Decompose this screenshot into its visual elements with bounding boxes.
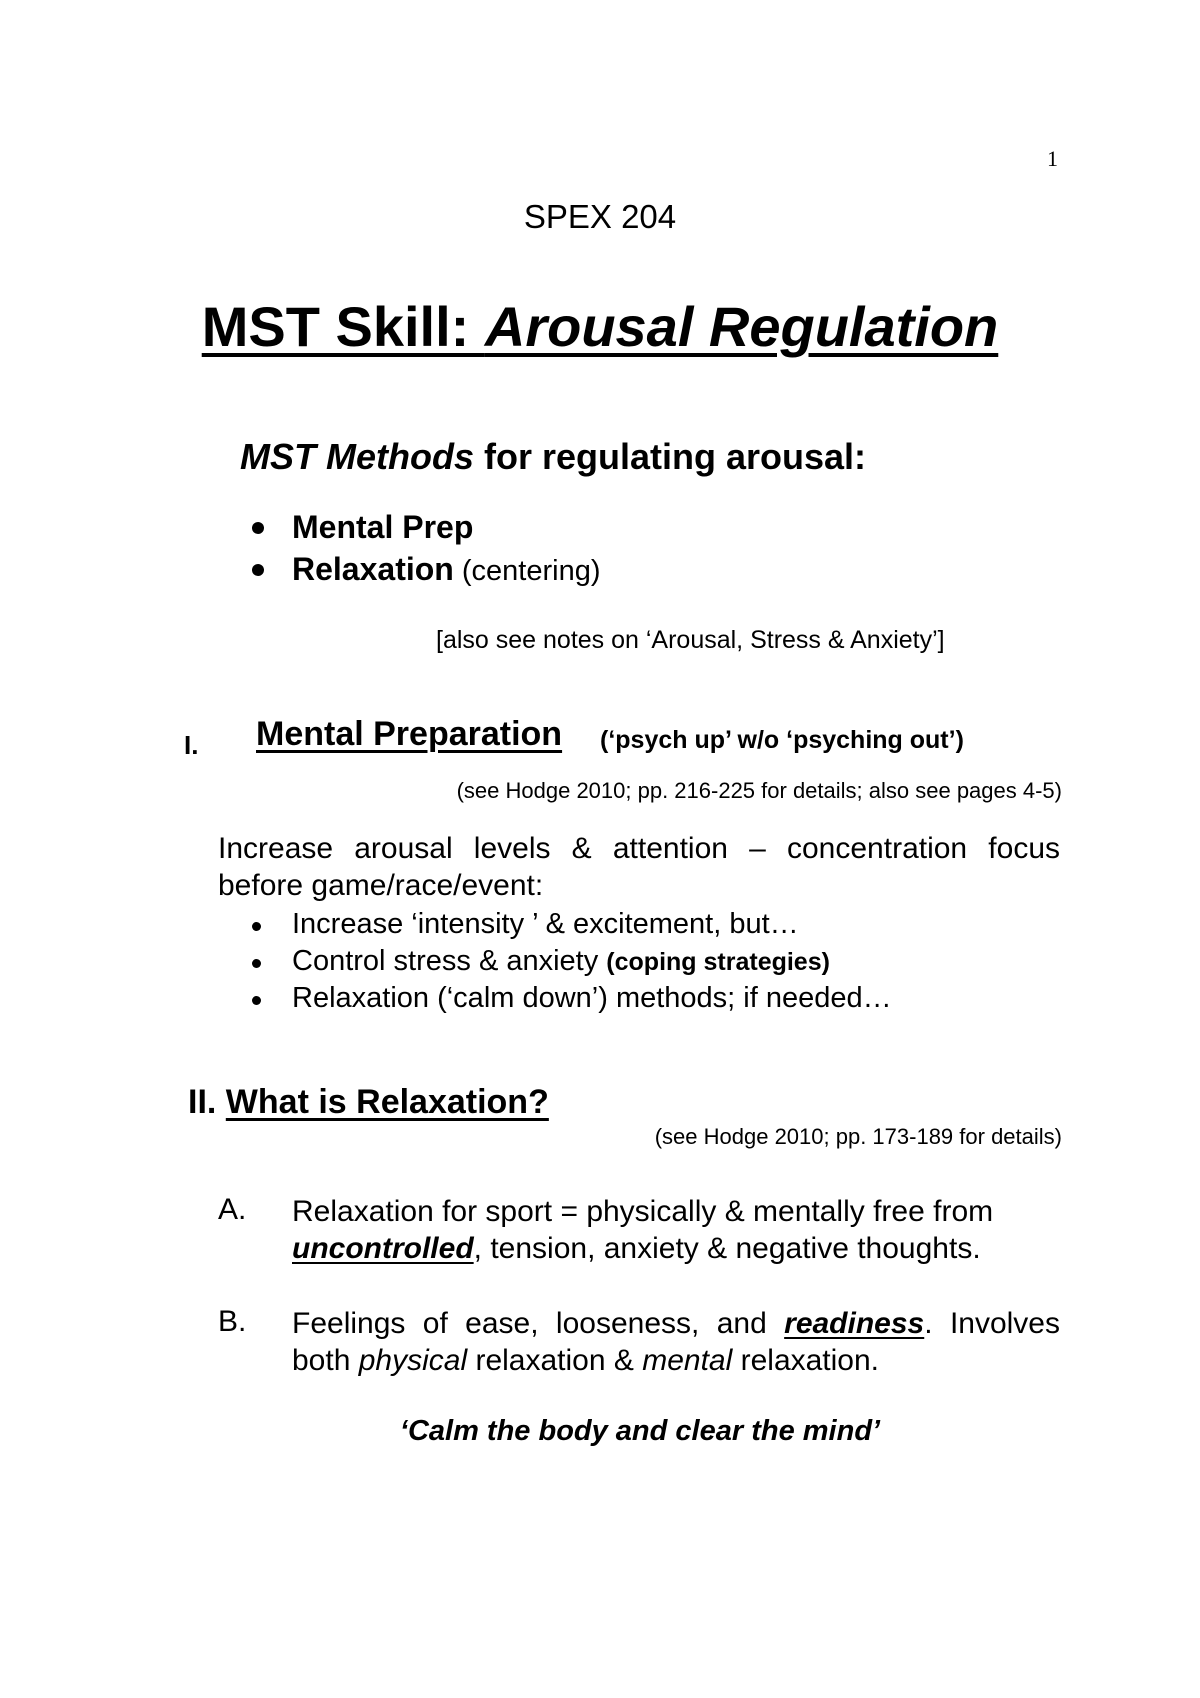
list-item xyxy=(252,506,601,548)
item-b-emphasis: readiness xyxy=(784,1307,925,1340)
bullet-text: Increase ‘intensity ’ & excitement, but… xyxy=(292,908,799,940)
bullet-icon xyxy=(252,522,264,534)
item-a-text xyxy=(292,1193,1060,1267)
list-item xyxy=(252,980,892,1017)
item-a-letter: A. xyxy=(218,1193,247,1226)
item-a-text-1: Relaxation for sport = physically & mentally free from xyxy=(292,1195,994,1228)
bullet-icon xyxy=(252,996,261,1005)
section1-reference: (see Hodge 2010; pp. 216-225 for details; also see pages 4-5) xyxy=(456,778,1062,803)
item-b-text-2: . Involves both xyxy=(292,1307,1060,1377)
methods-heading-rest: for regulating arousal: xyxy=(473,436,867,477)
title-emphasis: Arousal Regulation xyxy=(484,295,999,358)
section1-paragraph: Increase arousal levels & attention – concentration focus before game/race/event: xyxy=(218,832,1060,902)
title-prefix: MST Skill: xyxy=(201,295,485,358)
methods-heading-italic: MST Methods xyxy=(240,436,474,477)
section1-title: Mental Preparation xyxy=(256,715,563,753)
list-item xyxy=(252,943,892,980)
bullet-text: Relaxation (‘calm down’) methods; if needed… xyxy=(292,982,892,1014)
section1-bullets xyxy=(252,906,892,1017)
method-paren: (centering) xyxy=(453,555,601,587)
bullet-note: (coping strategies) xyxy=(606,948,830,976)
section1-number: I. xyxy=(184,730,199,760)
item-b-italic-2: mental xyxy=(642,1344,733,1377)
item-b-italic-1: physical xyxy=(358,1344,468,1377)
course-code: SPEX 204 xyxy=(523,198,677,235)
section2-title: What is Relaxation? xyxy=(225,1083,549,1121)
bullet-icon xyxy=(252,959,261,968)
item-b-text xyxy=(292,1305,1060,1379)
method-label: Relaxation xyxy=(292,551,454,587)
item-b-text-3: relaxation & xyxy=(467,1344,643,1377)
methods-list xyxy=(252,506,601,590)
methods-heading xyxy=(240,436,866,478)
item-a-text-2: , tension, anxiety & negative thoughts. xyxy=(473,1232,981,1265)
also-see-note: [also see notes on ‘Arousal, Stress & Anxiety’] xyxy=(436,626,945,654)
page-title xyxy=(0,294,1200,359)
list-item xyxy=(252,906,892,943)
item-b-letter: B. xyxy=(218,1305,247,1338)
list-item xyxy=(252,548,601,590)
section1-subtitle: (‘psych up’ w/o ‘psyching out’) xyxy=(600,726,964,754)
section2-number: II. xyxy=(188,1083,226,1121)
section2-reference: (see Hodge 2010; pp. 173-189 for details) xyxy=(654,1124,1062,1149)
item-a-emphasis: uncontrolled xyxy=(292,1232,474,1265)
item-b-text-4: relaxation. xyxy=(732,1344,880,1377)
bullet-icon xyxy=(252,922,261,931)
section2-heading xyxy=(188,1083,549,1122)
page-number: 1 xyxy=(1047,146,1058,171)
bullet-text: Control stress & anxiety xyxy=(292,945,607,977)
method-label: Mental Prep xyxy=(292,509,474,545)
item-b-text-1: Feelings of ease, looseness, and xyxy=(292,1307,785,1340)
closing-quote: ‘Calm the body and clear the mind’ xyxy=(399,1415,881,1447)
bullet-icon xyxy=(252,564,264,576)
